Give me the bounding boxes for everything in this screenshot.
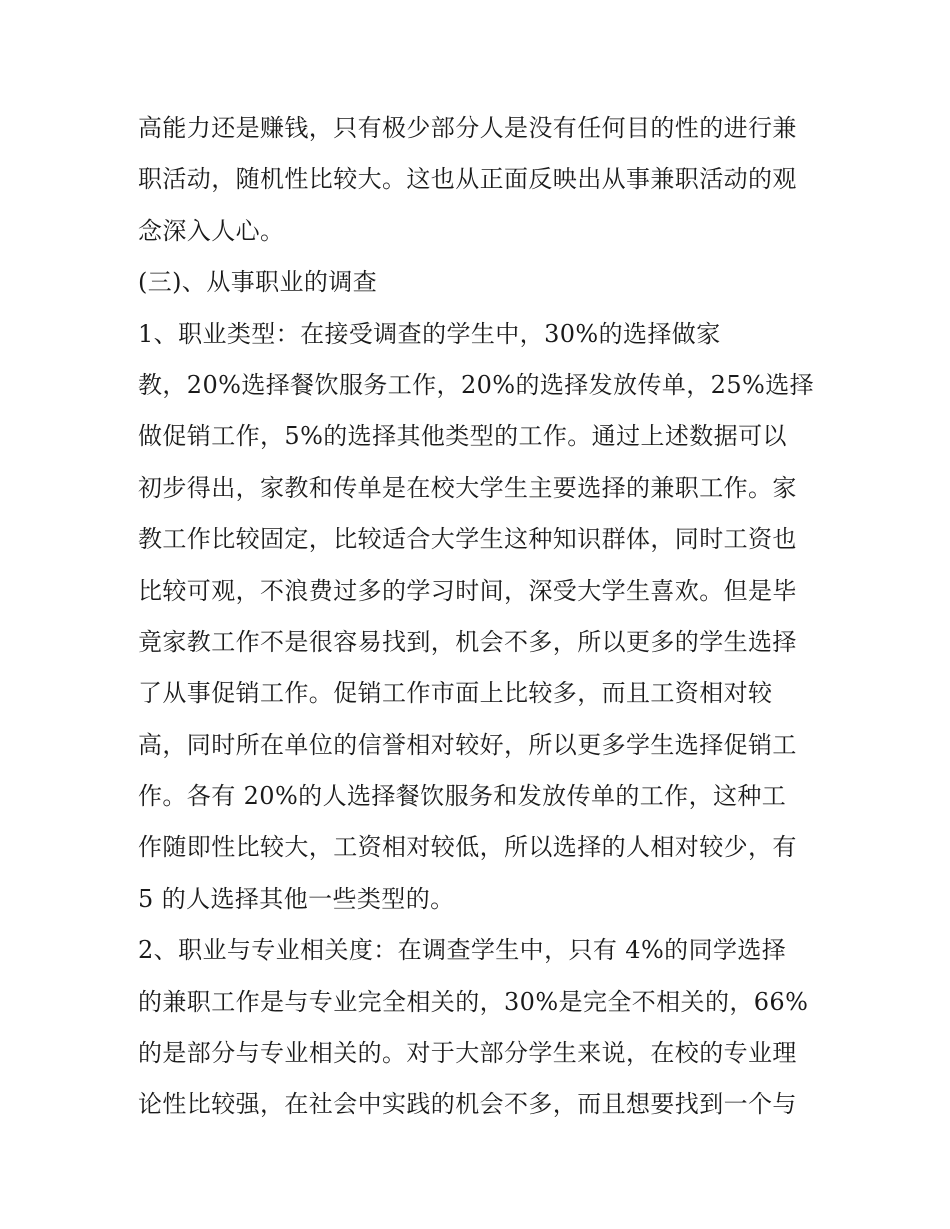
text-line: 职活动，随机性比较大。这也从正面反映出从事兼职活动的观 [138,165,797,194]
text-line: 5 的人选择其他一些类型的。 [138,884,455,913]
text-line: 竟家教工作不是很容易找到，机会不多，所以更多的学生选择 [138,627,797,656]
text-line: 2、职业与专业相关度：在调查学生中，只有 4%的同学选择 [138,936,787,965]
text-line: 教，20%选择餐饮服务工作，20%的选择发放传单，25%选择 [138,370,815,399]
text-line: 初步得出，家教和传单是在校大学生主要选择的兼职工作。家 [138,473,797,502]
text-line: 的兼职工作是与专业完全相关的，30%是完全不相关的，66% [138,987,809,1016]
text-line: 作。各有 20%的人选择餐饮服务和发放传单的工作，这种工 [138,782,787,811]
text-line: 高，同时所在单位的信誉相对较好，所以更多学生选择促销工 [138,730,797,759]
text-line: 高能力还是赚钱，只有极少部分人是没有任何目的性的进行兼 [138,114,797,142]
text-line: 作随即性比较大，工资相对较低，所以选择的人相对较少，有 [138,833,797,862]
text-line: 教工作比较固定，比较适合大学生这种知识群体，同时工资也 [138,525,797,554]
text-line: 1、职业类型：在接受调查的学生中，30%的选择做家 [138,319,721,348]
section-heading: (三)、从事职业的调查 [138,268,378,297]
text-line: 了从事促销工作。促销工作市面上比较多，而且工资相对较 [138,679,773,708]
text-line: 比较可观，不浪费过多的学习时间，深受大学生喜欢。但是毕 [138,576,797,605]
text-line: 念深入人心。 [138,216,285,245]
text-line: 的是部分与专业相关的。对于大部分学生来说，在校的专业理 [138,1039,797,1068]
body-text [138,103,818,1131]
text-line: 做促销工作，5%的选择其他类型的工作。通过上述数据可以 [138,422,787,451]
text-line: 论性比较强，在社会中实践的机会不多，而且想要找到一个与 [138,1090,797,1119]
